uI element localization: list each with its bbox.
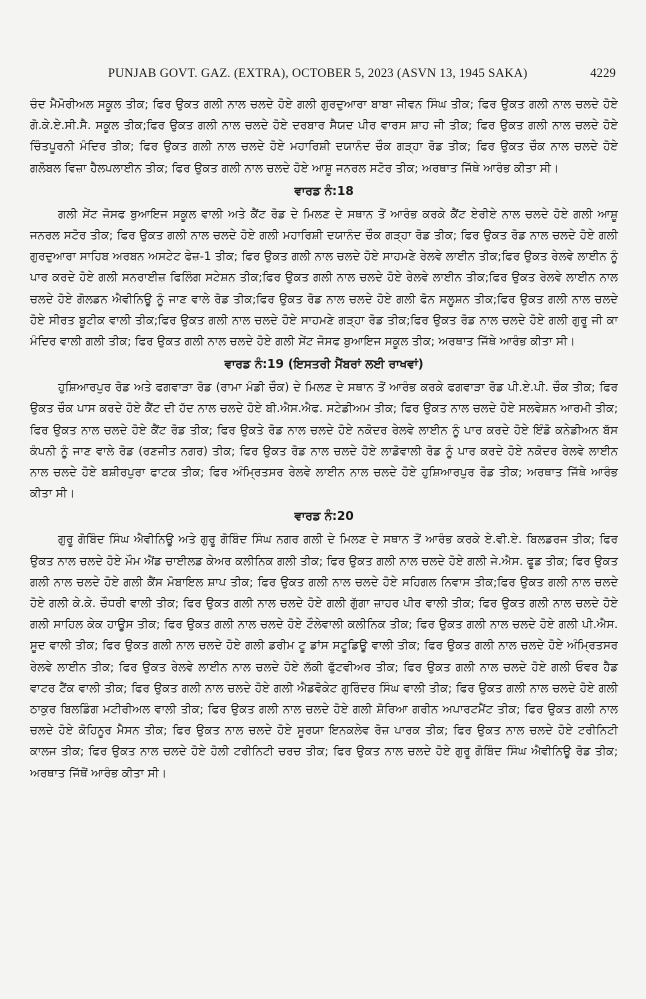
- ward-18-text: ਗਲੀ ਸੇਂਟ ਜੋਸਫ ਬੁਆਇਜ ਸਕੂਲ ਵਾਲੀ ਅਤੇ ਕੈਂਟ ਰੋਡ ਦੇ ਮਿਲਣ ਦੇ ਸਥਾਨ ਤੋਂ ਆਰੰਭ ਕਰਕੇ ਕੈਂਟ ਏਰੀਏ ਨਾਲ ਚਲਦੇ ਹੋਏ ਗਲੀ ਆਸ਼ੂ ਜਨਰਲ ਸਟੋਰ ਤੀਕ; ਫਿਰ ਉਕਤ ਗਲੀ ਨਾਲ ਚਲਦੇ ਹੋਏ ਗਲੀ ਮਹਾਰਿਸ਼ੀ ਦਯਾਨੰਦ ਚੌਕ ਗੜ੍ਹਾ ਰੋਡ ਤੀਕ; ਫਿਰ ਉਕਤ ਰੋਡ ਨਾਲ ਚਲਦੇ ਹੋਏ ਗਲੀ ਗੁਰਦੁਆਰਾ ਸਾਹਿਬ ਅਰਬਨ ਅਸਟੇਟ ਫੇਜ਼-1 ਤੀਕ; ਫਿਰ ਉਕਤ ਗਲੀ ਨਾਲ ਚਲਦੇ ਹੋਏ ਸਾਹਮਣੇ ਰੇਲਵੇ ਲਾਈਨ ਤੀਕ;ਫਿਰ ਉਕਤ ਰੇਲਵੇ ਲਾਈਨ ਨੂੰ ਪਾਰ ਕਰਦੇ ਹੋਏ ਗਲੀ ਸਨਰਾਈਜ਼ ਫਿਲਿੰਗ ਸਟੇਸ਼ਨ ਤੀਕ;ਫਿਰ ਉਕਤ ਗਲੀ ਨਾਲ ਚਲਦੇ ਹੋਏ ਰੇਲਵੇ ਲਾਈਨ ਤੀਕ;ਫਿਰ ਉਕਤ ਰੇਲਵੇ ਲਾਈਨ ਨਾਲ ਚਲਦੇ ਹੋਏ ਗੋਲਡਨ ਐਵੀਨਿਊ ਨੂੰ ਜਾਣ ਵਾਲੇ ਰੋਡ ਤੀਕ;ਫਿਰ ਉਕਤ ਰੋਡ ਨਾਲ ਚਲਦੇ ਹੋਏ ਗਲੀ ਫੋਨ ਸਲੂਸ਼ਨ ਤੀਕ;ਫਿਰ ਉਕਤ ਗਲੀ ਨਾਲ ਚਲਦੇ ਹੋਏ ਸੀਰਤ ਬੂਟੀਕ ਵਾਲੀ ਤੀਕ;ਫਿਰ ਉਕਤ ਗਲੀ ਨਾਲ ਚਲਦੇ ਹੋਏ ਸਾਹਮਣੇ ਗੜ੍ਹਾ ਰੋਡ ਤੀਕ;ਫਿਰ ਉਕਤ ਰੋਡ ਨਾਲ ਚਲਦੇ ਹੋਏ ਗਲੀ ਗੁਰੂ ਜੀ ਕਾ ਮੰਦਿਰ ਵਾਲੀ ਗਲੀ ਤੀਕ; ਫਿਰ ਉਕਤ ਗਲੀ ਨਾਲ ਚਲਦੇ ਹੋਏ ਗਲੀ ਸੇਂਟ ਜੋਸਫ ਬੁਆਇਜ ਸਕੂਲ ਤੀਕ; ਅਰਥਾਤ ਜਿੱਥੇ ਆਰੰਭ ਕੀਤਾ ਸੀ।: [30, 206, 618, 349]
- ward-20-heading: ਵਾਰਡ ਨੰ:20: [294, 509, 354, 524]
- ward-18-heading: ਵਾਰਡ ਨੰ:18: [294, 183, 354, 198]
- ward-19-heading: ਵਾਰਡ ਨੰ:19 (ਇਸਤਰੀ ਮੈਂਬਰਾਂ ਲਈ ਰਾਖਵਾਂ): [224, 357, 424, 372]
- page-content: [30, 94, 618, 784]
- ward-18-section: [30, 180, 618, 352]
- ward-19-text: ਹੁਸ਼ਿਆਰਪੁਰ ਰੋਡ ਅਤੇ ਫਗਵਾੜਾ ਰੋਡ (ਰਾਮਾ ਮੰਡੀ ਚੌਕ) ਦੇ ਮਿਲਣ ਦੇ ਸਥਾਨ ਤੋਂ ਆਰੰਭ ਕਰਕੇ ਫਗਵਾੜਾ ਰੋਡ ਪੀ.ਏ.ਪੀ. ਚੌਕ ਤੀਕ; ਫਿਰ ਉਕਤ ਚੌਕ ਪਾਸ ਕਰਦੇ ਹੋਏ ਕੈਂਟ ਦੀ ਹੱਦ ਨਾਲ ਚਲਦੇ ਹੋਏ ਬੀ.ਐਸ.ਐਫ. ਸਟੇਡੀਅਮ ਤੀਕ; ਫਿਰ ਉਕਤ ਨਾਲ ਚਲਦੇ ਹੋਏ ਸਲਵੇਸ਼ਨ ਆਰਮੀ ਤੀਕ; ਫਿਰ ਉਕਤ ਨਾਲ ਚਲਦੇ ਹੋਏ ਕੈਂਟ ਰੋਡ ਤੀਕ; ਫਿਰ ਉਕਤੇ ਰੋਡ ਨਾਲ ਚਲਦੇ ਹੋਏ ਨਕੋਦਰ ਰੇਲਵੇ ਲਾਈਨ ਨੂੰ ਪਾਰ ਕਰਦੇ ਹੋਏ ਇੰਡੋ ਕਨੇਡੀਅਨ ਬੱਸ ਕੰਪਨੀ ਨੂੰ ਜਾਣ ਵਾਲੇ ਰੋਡ (ਰਣਜੀਤ ਨਗਰ) ਤੀਕ; ਫਿਰ ਉਕਤ ਰੋਡ ਨਾਲ ਚਲਦੇ ਹੋਏ ਲਾਡੋਵਾਲੀ ਰੋਡ ਨੂੰ ਪਾਰ ਕਰਦੇ ਹੋਏ ਨਕੋਦਰ ਰੇਲਵੇ ਲਾਈਨ ਨਾਲ ਚਲਦੇ ਹੋਏ ਬਸ਼ੀਰਪੁਰਾ ਫਾਟਕ ਤੀਕ; ਫਿਰ ਅੰਮ੍ਰਿਤਸਰ ਰੇਲਵੇ ਲਾਈਨ ਨਾਲ ਚਲਦੇ ਹੋਏ ਹੁਸ਼ਿਆਰਪੁਰ ਰੋਡ ਤੀਕ; ਅਰਥਾਤ ਜਿੱਥੇ ਆਰੰਭ ਕੀਤਾ ਸੀ।: [30, 380, 618, 501]
- ward-20-text: ਗੁਰੂ ਗੋਬਿੰਦ ਸਿੰਘ ਐਵੀਨਿਊ ਅਤੇ ਗੁਰੂ ਗੋਬਿੰਦ ਸਿੰਘ ਨਗਰ ਗਲੀ ਦੇ ਮਿਲਣ ਦੇ ਸਥਾਨ ਤੋਂ ਆਰੰਭ ਕਰਕੇ ਏ.ਵੀ.ਏ. ਬਿਲਡਰਜ ਤੀਕ; ਫਿਰ ਉਕਤ ਨਾਲ ਚਲਦੇ ਹੋਏ ਮੌਮ ਐਂਡ ਚਾਈਲਡ ਕੇਅਰ ਕਲੀਨਿਕ ਗਲੀ ਤੀਕ; ਫਿਰ ਉਕਤ ਗਲੀ ਨਾਲ ਚਲਦੇ ਹੋਏ ਗਲੀ ਜੇ.ਐਸ. ਫੂਡ ਤੀਕ; ਫਿਰ ਉਕਤ ਗਲੀ ਨਾਲ ਚਲਦੇ ਹੋਏ ਗਲੀ ਕੈਂਸ ਮੋਬਾਇਲ ਸ਼ਾਪ ਤੀਕ; ਫਿਰ ਉਕਤ ਗਲੀ ਨਾਲ ਚਲਦੇ ਹੋਏ ਸਹਿਗਲ ਨਿਵਾਸ ਤੀਕ;ਫਿਰ ਉਕਤ ਗਲੀ ਨਾਲ ਚਲਦੇ ਹੋਏ ਗਲੀ ਕੇ.ਕੇ. ਚੌਧਰੀ ਵਾਲੀ ਤੀਕ; ਫਿਰ ਉਕਤ ਗਲੀ ਨਾਲ ਚਲਦੇ ਹੋਏ ਗਲੀ ਗੁੱਗਾ ਜ਼ਾਹਰ ਪੀਰ ਵਾਲੀ ਤੀਕ; ਫਿਰ ਉਕਤ ਗਲੀ ਨਾਲ ਚਲਦੇ ਹੋਏ ਗਲੀ ਸਾਹਿਲ ਕੇਕ ਹਾਊਸ ਤੀਕ; ਫਿਰ ਉਕਤ ਗਲੀ ਨਾਲ ਚਲਦੇ ਹੋਏ ਟੌਲੇਵਾਲੀ ਕਲੀਨਿਕ ਤੀਕ; ਫਿਰ ਉਕਤ ਗਲੀ ਨਾਲ ਚਲਦੇ ਹੋਏ ਗਲੀ ਪੀ.ਐਸ. ਸੂਦ ਵਾਲੀ ਤੀਕ; ਫਿਰ ਉਕਤ ਗਲੀ ਨਾਲ ਚਲਦੇ ਹੋਏ ਗਲੀ ਡਰੀਮ ਟੂ ਡਾਂਸ ਸਟੂਡਿਊ ਵਾਲੀ ਤੀਕ; ਫਿਰ ਉਕਤ ਗਲੀ ਨਾਲ ਚਲਦੇ ਹੋਏ ਅੰਮ੍ਰਿਤਸਰ ਰੇਲਵੇ ਲਾਈਨ ਤੀਕ; ਫਿਰ ਉਕਤ ਰੇਲਵੇ ਲਾਈਨ ਨਾਲ ਚਲਦੇ ਹੋਏ ਲੱਕੀ ਫੁੱਟਵੀਅਰ ਤੀਕ; ਫਿਰ ਉਕਤ ਗਲੀ ਨਾਲ ਚਲਦੇ ਹੋਏ ਗਲੀ ਓਵਰ ਹੈਡ ਵਾਟਰ ਟੈਂਕ ਵਾਲੀ ਤੀਕ; ਫਿਰ ਉਕਤ ਗਲੀ ਨਾਲ ਚਲਦੇ ਹੋਏ ਗਲੀ ਐਡਵੋਕੇਟ ਗੁਰਿੰਦਰ ਸਿੰਘ ਵਾਲੀ ਤੀਕ; ਫਿਰ ਉਕਤ ਗਲੀ ਨਾਲ ਚਲਦੇ ਹੋਏ ਗਲੀ ਠਾਕੁਰ ਬਿਲਡਿੰਗ ਮਟੀਰੀਅਲ ਵਾਲੀ ਤੀਕ; ਫਿਰ ਉਕਤ ਗਲੀ ਨਾਲ ਚਲਦੇ ਹੋਏ ਗਲੀ ਸ਼ੋਰਿਆ ਗਰੀਨ ਅਪਾਰਟਮੈਂਟ ਤੀਕ; ਫਿਰ ਉਕਤ ਗਲੀ ਨਾਲ ਚਲਦੇ ਹੋਏ ਕੋਹਿਨੂਰ ਮੈਸਨ ਤੀਕ; ਫਿਰ ਉਕਤ ਨਾਲ ਚਲਦੇ ਹੋਏ ਸੂਰਯਾ ਇਨਕਲੇਵ ਰੋਜ਼ ਪਾਰਕ ਤੀਕ; ਫਿਰ ਉਕਤ ਨਾਲ ਚਲਦੇ ਹੋਏ ਟਰੀਨਿਟੀ ਕਾਲਜ ਤੀਕ; ਫਿਰ ਉਕਤ ਨਾਲ ਚਲਦੇ ਹੋਏ ਹੋਲੀ ਟਰੀਨਿਟੀ ਚਰਚ ਤੀਕ; ਫਿਰ ਉਕਤ ਨਾਲ ਚਲਦੇ ਹੋਏ ਗੁਰੂ ਗੋਬਿੰਦ ਸਿੰਘ ਐਵੀਨਿਊ ਰੋਡ ਤੀਕ; ਅਰਥਾਤ ਜਿੱਥੋਂ ਆਰੰਭ ਕੀਤਾ ਸੀ।: [30, 532, 618, 780]
- intro-paragraph: ਚੰਦ ਮੈਮੋਰੀਅਲ ਸਕੂਲ ਤੀਕ; ਫਿਰ ਉਕਤ ਗਲੀ ਨਾਲ ਚਲਦੇ ਹੋਏ ਗਲੀ ਗੁਰਦੁਆਰਾ ਬਾਬਾ ਜੀਵਨ ਸਿੰਘ ਤੀਕ; ਫਿਰ ਉਕਤ ਗਲੀ ਨਾਲ ਚਲਦੇ ਹੋਏ ਗੋ.ਕੇ.ਏ.ਸੀ.ਸੈ. ਸਕੂਲ ਤੀਕ;ਫਿਰ ਉਕਤ ਗਲੀ ਨਾਲ ਚਲਦੇ ਹੋਏ ਦਰਬਾਰ ਸੈਯਦ ਪੀਰ ਵਾਰਸ ਸ਼ਾਹ ਜੀ ਤੀਕ; ਫਿਰ ਉਕਤ ਗਲੀ ਨਾਲ ਚਲਦੇ ਹੋਏ ਚਿੰਤਪੂਰਨੀ ਮੰਦਿਰ ਤੀਕ; ਫਿਰ ਉਕਤ ਗਲੀ ਨਾਲ ਚਲਦੇ ਹੋਏ ਮਹਾਰਿਸ਼ੀ ਦਯਾਨੰਦ ਚੌਕ ਗੜ੍ਹਾ ਰੋਡ ਤੀਕ; ਫਿਰ ਉਕਤ ਚੌਕ ਨਾਲ ਚਲਦੇ ਹੋਏ ਗਲੋਬਲ ਵਿਜ਼ਾ ਹੈਲਪਲਾਈਨ ਤੀਕ; ਫਿਰ ਉਕਤ ਗਲੀ ਨਾਲ ਚਲਦੇ ਹੋਏ ਆਸ਼ੂ ਜਨਰਲ ਸਟੋਰ ਤੀਕ; ਅਰਥਾਤ ਜਿੱਥੇ ਆਰੰਭ ਕੀਤਾ ਸੀ।: [30, 97, 618, 175]
- gazette-title: PUNJAB GOVT. GAZ. (EXTRA), OCTOBER 5, 2023 (ASVN 13, 1945 SAKA): [108, 66, 528, 80]
- ward-19-section: [30, 353, 618, 504]
- ward-20-section: [30, 505, 618, 783]
- page-header: [30, 66, 616, 86]
- page-number: 4229: [590, 66, 616, 80]
